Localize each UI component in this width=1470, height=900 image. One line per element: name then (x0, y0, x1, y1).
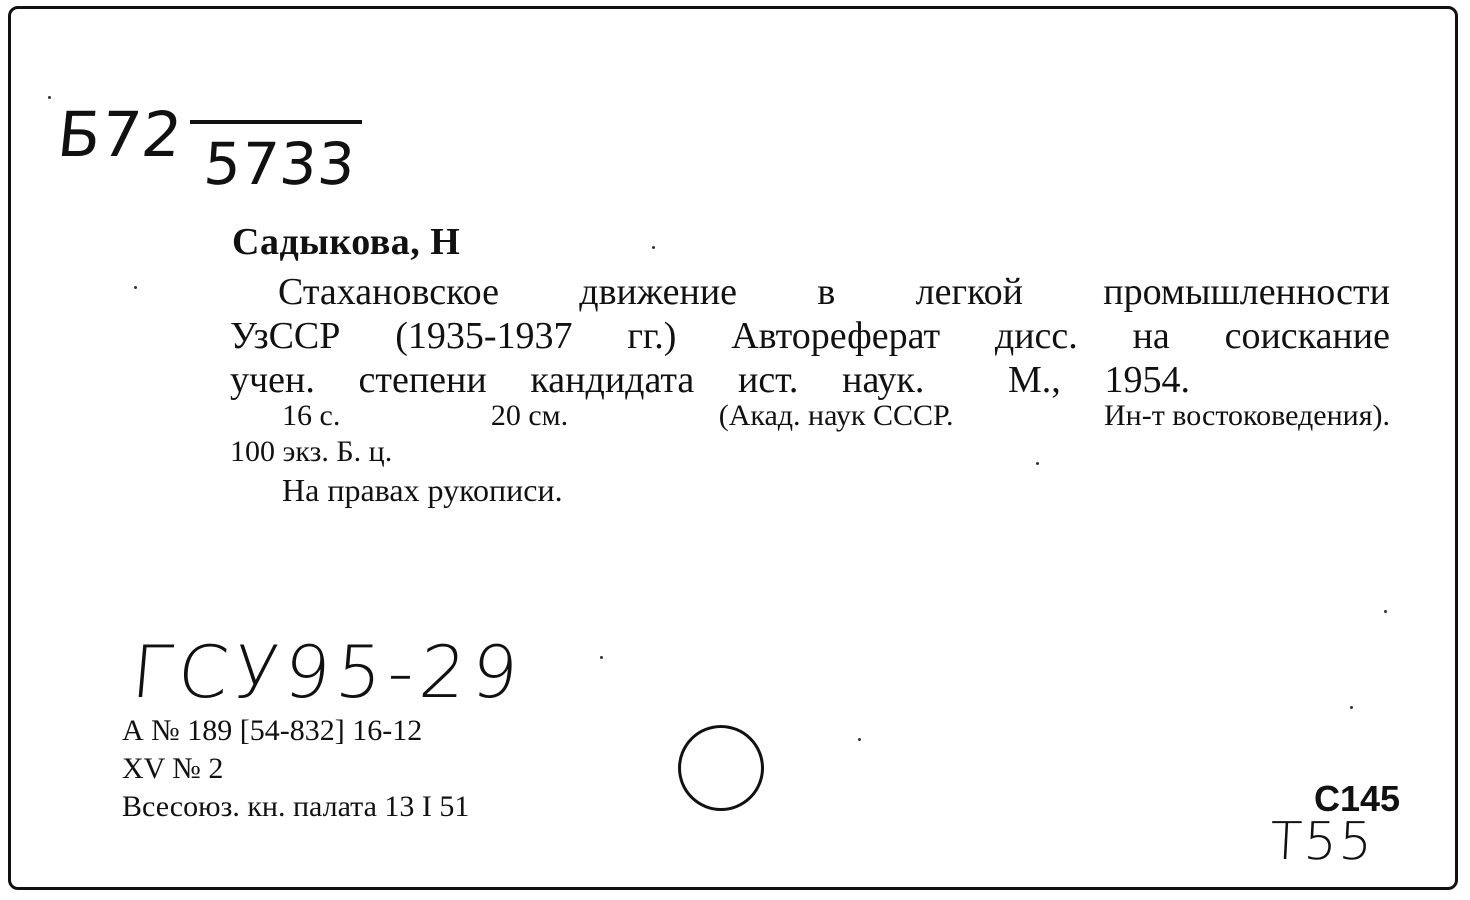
title-word: степени (358, 359, 487, 401)
title-word: легкой (915, 271, 1023, 313)
title-word: М., (1008, 359, 1061, 401)
collation-block (230, 398, 1390, 508)
title-word: ист. (737, 359, 799, 401)
title-word: Автореферат (731, 315, 941, 357)
imprint-line-2: XV № 2 (122, 752, 224, 785)
title-line-1 (230, 270, 1390, 314)
speck (1384, 610, 1387, 613)
call-number-rule (190, 120, 362, 124)
speck (652, 246, 655, 249)
title-word: в (817, 271, 836, 313)
speck (48, 96, 51, 99)
collation-line (230, 398, 1390, 434)
title-word: дисс. (994, 315, 1078, 357)
title-word: кандидата (530, 359, 695, 401)
title-word: гг.) (627, 315, 677, 357)
title-line-3 (230, 358, 1190, 402)
speck (1036, 462, 1039, 465)
speck (600, 656, 603, 659)
note: На правах рукописи. (282, 472, 563, 508)
imprint-block (122, 712, 469, 826)
title-word: (1935-1937 (395, 315, 573, 357)
title-word: на (1132, 315, 1170, 357)
imprint-line-3: Всесоюз. кн. палата 13 I 51 (122, 790, 470, 823)
speck (1350, 706, 1353, 709)
title-word: учен. (230, 359, 315, 401)
author-heading: Садыкова, Н (232, 221, 461, 263)
title-word: 1954. (1104, 359, 1190, 401)
title-line-2 (230, 314, 1390, 358)
call-number-top: Б72 (54, 98, 187, 171)
title-word: соискание (1224, 315, 1390, 357)
handwritten-mark: Т55 (1268, 812, 1376, 872)
title-word: Стахановское (278, 271, 499, 313)
speck (134, 286, 137, 289)
stamp-circle (678, 725, 764, 811)
imprint-line-1: А № 189 [54-832] 16-12 (122, 714, 423, 747)
title-word: УзССР (230, 315, 341, 357)
series: (Акад. наук СССР. (718, 399, 954, 432)
classification-number: С145 (1314, 778, 1401, 819)
institute: Ин-т востоковедения). (1103, 399, 1390, 432)
call-number-bottom: 5733 (201, 130, 358, 198)
title-block (230, 270, 1390, 402)
size: 20 см. (490, 399, 569, 432)
title-word: наук. (842, 359, 925, 401)
print-run: 100 экз. Б. ц. (230, 435, 393, 468)
pages: 16 с. (282, 399, 341, 432)
handwritten-code: ГСУ95-29 (128, 630, 528, 714)
speck (858, 738, 861, 741)
title-word: промышленности (1103, 271, 1390, 313)
title-word: движение (579, 271, 738, 313)
